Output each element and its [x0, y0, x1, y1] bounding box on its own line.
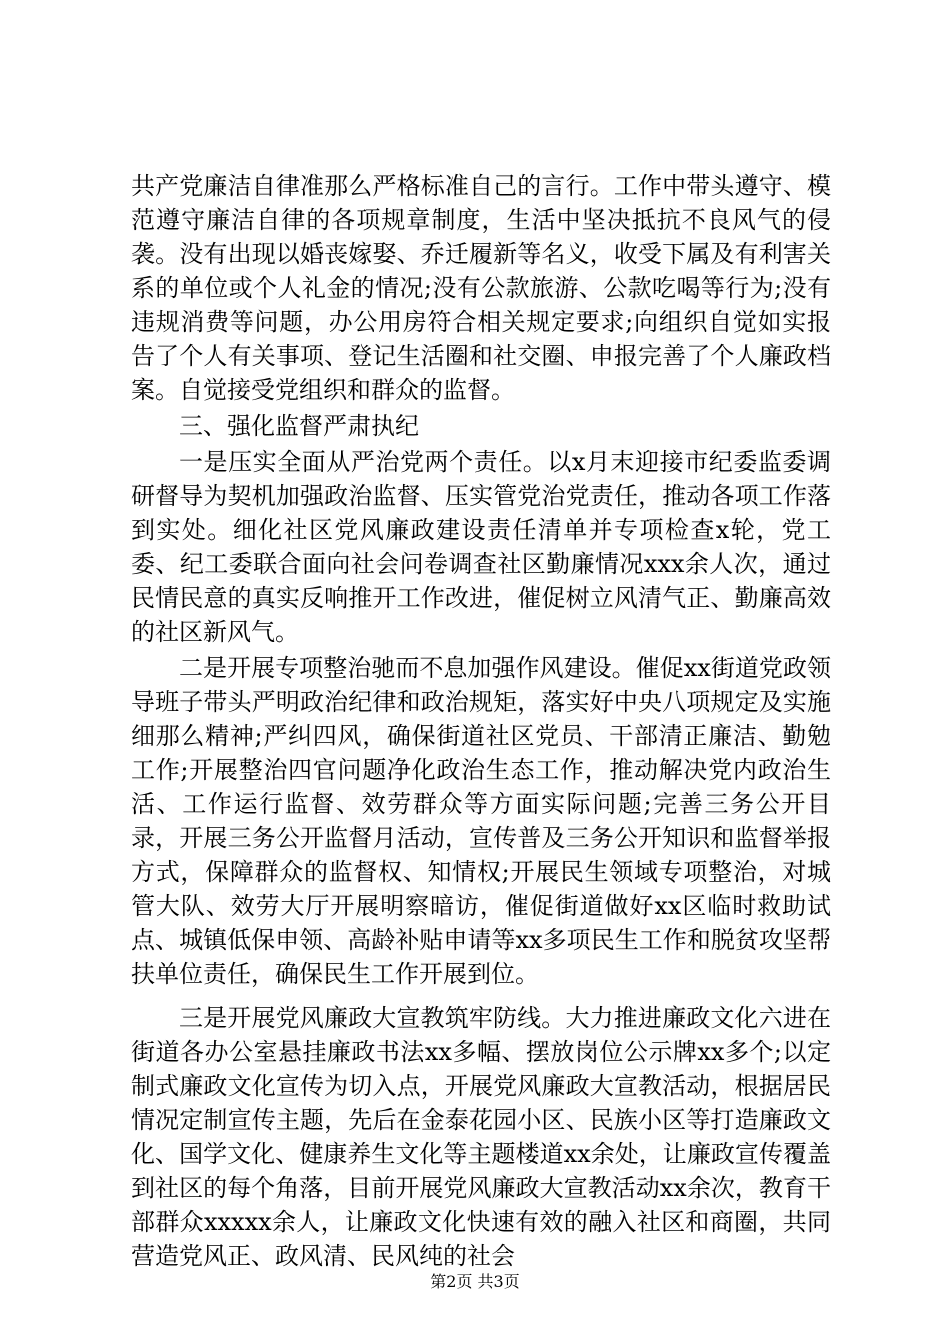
page-footer [0, 1272, 950, 1292]
document-body [131, 169, 831, 1273]
page-number: 第2页 共3页 [430, 1272, 520, 1291]
paragraph-special-rectification: 二是开展专项整治驰而不息加强作风建设。催促xx街道党政领导班子带头严明政治纪律和政治规矩，落实好中央八项规定及实施细那么精神;严纠四风，确保街道社区党员、干部清正廉洁、勤勉工作;开展整治四官问题净化政治生态工作，推动解决党内政治生活、工作运行监督、效劳群众等方面实际问题;完善三务公开目录，开展三务公开监督月活动，宣传普及三务公开知识和监督举报方式，保障群众的监督权、知情权;开展民生领域专项整治，对城管大队、效劳大厅开展明察暗访，催促街道做好xx区临时救助试点、城镇低保申领、高龄补贴申请等xx多项民生工作和脱贫攻坚帮扶单位责任，确保民生工作开展到位。 [131, 654, 831, 988]
paragraph-responsibility: 一是压实全面从严治党两个责任。以x月末迎接市纪委监委调研督导为契机加强政治监督、压实管党治党责任，推动各项工作落到实处。细化社区党风廉政建设责任清单并专项检查x轮，党工委、纪工委联合面向社会问卷调查社区勤廉情况xxx余人次，通过民情民意的真实反响推开工作改进，催促树立风清气正、勤廉高效的社区新风气。 [131, 448, 831, 646]
paragraph-publicity-education: 三是开展党风廉政大宣教筑牢防线。大力推进廉政文化六进在街道各办公室悬挂廉政书法xx多幅、摆放岗位公示牌xx多个;以定制式廉政文化宣传为切入点，开展党风廉政大宣教活动，根据居民情况定制宣传主题，先后在金泰花园小区、民族小区等打造廉政文化、国学文化、健康养生文化等主题楼道xx余处，让廉政宣传覆盖到社区的每个角落，目前开展党风廉政大宣教活动xx余次，教育干部群众xxxxx余人，让廉政文化快速有效的融入社区和商圈，共同营造党风正、政风清、民风纯的社会 [131, 1004, 831, 1270]
section-heading-three: 三、强化监督严肃执纪 [179, 412, 419, 440]
paragraph-integrity-conduct: 共产党廉洁自律准那么严格标准自己的言行。工作中带头遵守、模范遵守廉洁自律的各项规章制度，生活中坚决抵抗不良风气的侵袭。没有出现以婚丧嫁娶、乔迁履新等名义，收受下属及有利害关系的单位或个人礼金的情况;没有公款旅游、公款吃喝等行为;没有违规消费等问题，办公用房符合相关规定要求;向组织自觉如实报告了个人有关事项、登记生活圈和社交圈、申报完善了个人廉政档案。自觉接受党组织和群众的监督。 [131, 172, 831, 404]
